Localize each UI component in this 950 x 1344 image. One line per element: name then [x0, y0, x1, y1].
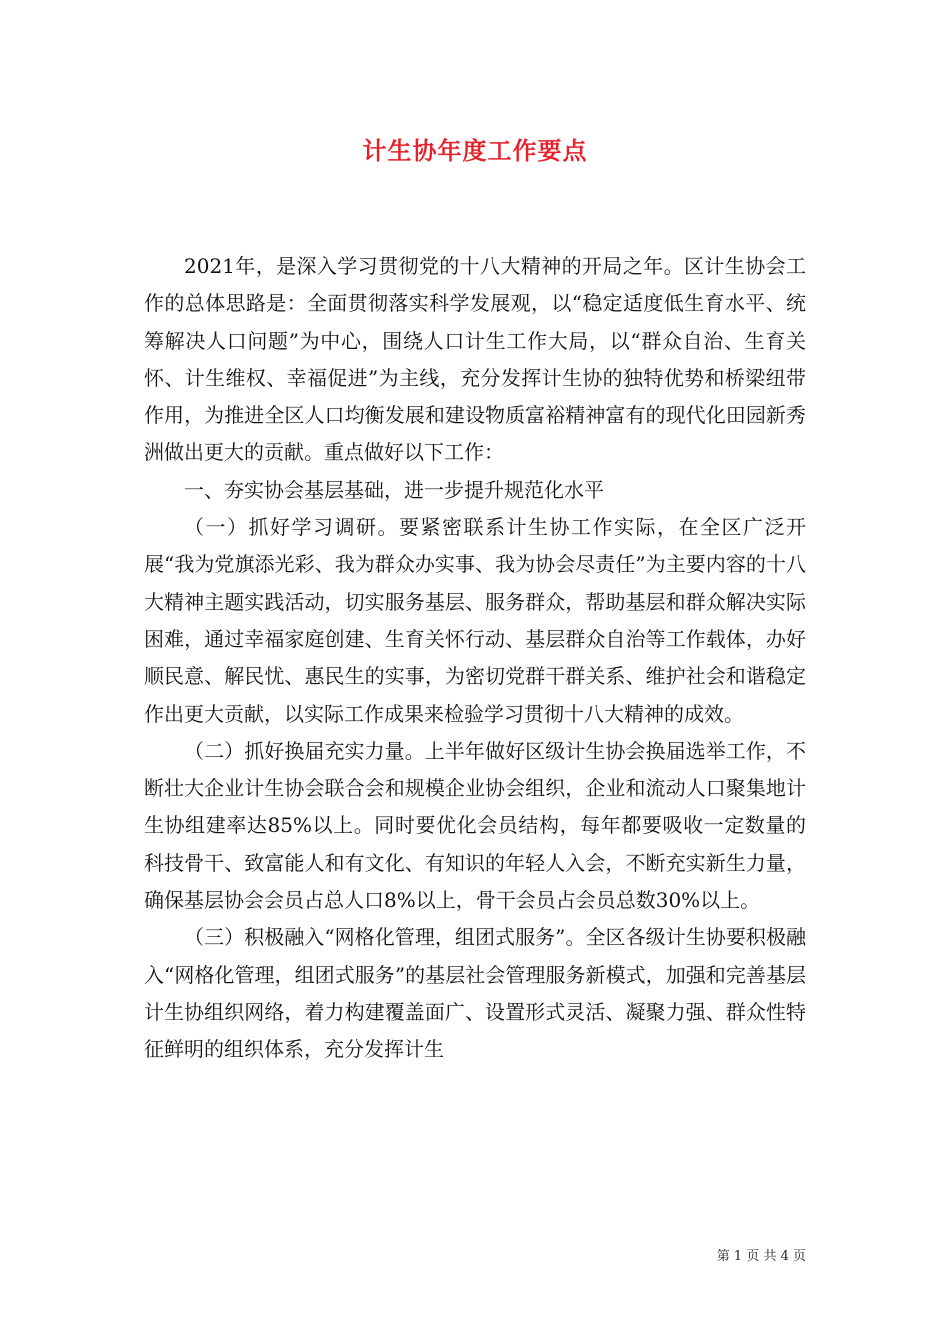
- paragraph-item-1: （一）抓好学习调研。要紧密联系计生协工作实际，在全区广泛开展“我为党旗添光彩、我为群众办实事、我为协会尽责任”为主要内容的十八大精神主题实践活动，切实服务基层、服务群众，帮助基层和群众解决实际困难，通过幸福家庭创建、生育关怀行动、基层群众自治等工作载体，办好顺民意、解民忧、惠民生的实事，为密切党群干群关系、维护社会和谐稳定作出更大贡献，以实际工作成果来检验学习贯彻十八大精神的成效。: [144, 515, 806, 726]
- page-footer: 第 1 页 共 4 页: [716, 1249, 806, 1264]
- paragraph-item-3: （三）积极融入“网格化管理，组团式服务”。全区各级计生协要积极融入“网格化管理，组团式服务”的基层社会管理服务新模式，加强和完善基层计生协组织网络，着力构建覆盖面广、设置形式灵活、凝聚力强、群众性特征鲜明的组织体系，充分发挥计生: [144, 925, 806, 1062]
- paragraph-item-2: （二）抓好换届充实力量。上半年做好区级计生协会换届选举工作，不断壮大企业计生协会联合会和规模企业协会组织，企业和流动人口聚集地计生协组建率达85%以上。同时要优化会员结构，每年都要吸收一定数量的科技骨干、致富能人和有文化、有知识的年轻人入会，不断充实新生力量，确保基层协会会员占总人口8%以上，骨干会员占会员总数30%以上。: [144, 738, 806, 913]
- document-body: [144, 248, 806, 1069]
- section-heading-1: 一、夯实协会基层基础，进一步提升规范化水平: [184, 477, 604, 502]
- document-title: 计生协年度工作要点: [362, 136, 588, 165]
- intro-paragraph: 2021年，是深入学习贯彻党的十八大精神的开局之年。区计生协会工作的总体思路是：全面贯彻落实科学发展观，以“稳定适度低生育水平、统筹解决人口问题”为中心，围绕人口计生工作大局，以“群众自治、生育关怀、计生维权、幸福促进”为主线，充分发挥计生协的独特优势和桥梁纽带作用，为推进全区人口均衡发展和建设物质富裕精神富有的现代化田园新秀洲做出更大的贡献。重点做好以下工作：: [144, 254, 806, 465]
